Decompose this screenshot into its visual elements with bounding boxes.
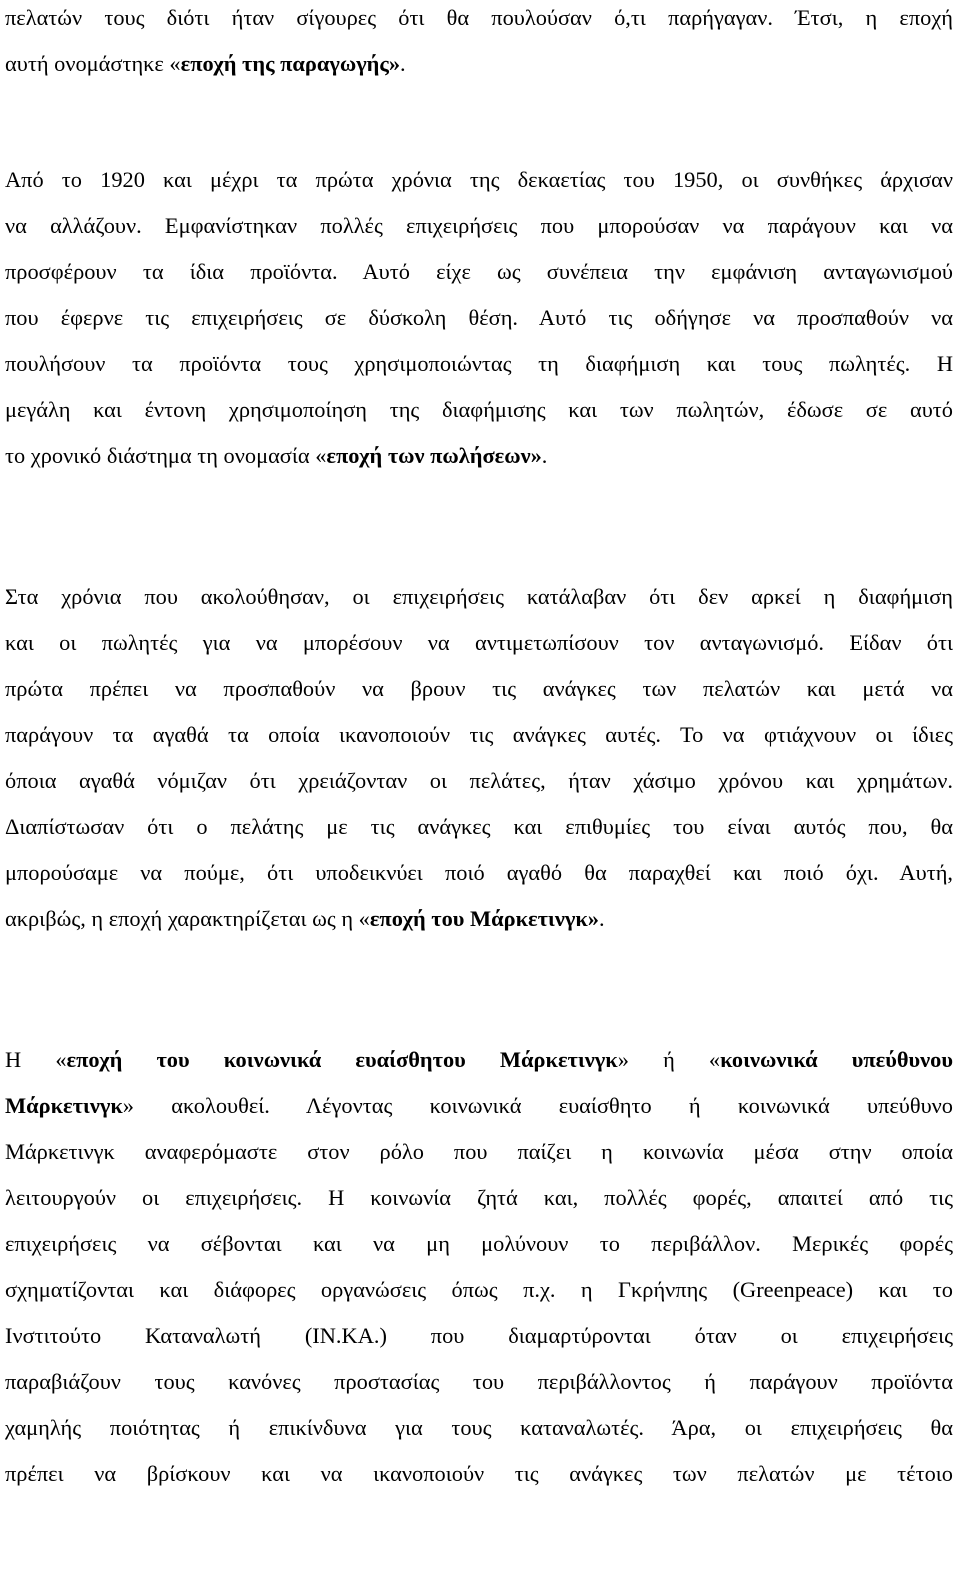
text-line: Μάρκετινγκ» ακολουθεί. Λέγοντας κοινωνικά ευαίσθητο ή κοινωνικά υπεύθυνο	[5, 1093, 953, 1118]
text-line: Διαπίστωσαν ότι ο πελάτης με τις ανάγκες και επιθυμίες του είναι αυτός που, θα	[5, 814, 953, 839]
text-line: ακριβώς, η εποχή χαρακτηρίζεται ως η «εποχή του Μάρκετινγκ».	[5, 906, 605, 931]
bold-term: κοινωνικά υπεύθυνου	[720, 1047, 954, 1072]
text-line: που έφερνε τις επιχειρήσεις σε δύσκολη θέση. Αυτό τις οδήγησε να προσπαθούν να	[5, 305, 953, 330]
text-line: Η «εποχή του κοινωνικά ευαίσθητου Μάρκετινγκ» ή «κοινωνικά υπεύθυνου	[5, 1047, 954, 1072]
text-line: το χρονικό διάστημα τη ονομασία «εποχή των πωλήσεων».	[5, 443, 548, 468]
text-line: χαμηλής ποιότητας ή επικίνδυνα για τους καταναλωτές. Άρα, οι επιχειρήσεις θα	[5, 1415, 953, 1440]
text-line: πελατών τους διότι ήταν σίγουρες ότι θα πουλούσαν ό,τι παρήγαγαν. Έτσι, η εποχή	[5, 5, 953, 30]
bold-term: εποχή του κοινωνικά ευαίσθητου Μάρκετινγκ	[66, 1047, 618, 1072]
bold-term: εποχή της παραγωγής»	[180, 51, 401, 76]
text-line: μπορούσαμε να πούμε, ότι υποδεικνύει ποιό αγαθό θα παραχθεί και ποιό όχι. Αυτή,	[5, 860, 953, 885]
text-line: Ινστιτούτο Καταναλωτή (ΙΝ.ΚΑ.) που διαμαρτύρονται όταν οι επιχειρήσεις	[5, 1323, 953, 1348]
bold-term: Μάρκετινγκ	[5, 1093, 123, 1118]
text-line: παραβιάζουν τους κανόνες προστασίας του περιβάλλοντος ή παράγουν προϊόντα	[5, 1369, 953, 1394]
text-line: αυτή ονομάστηκε «εποχή της παραγωγής».	[5, 51, 406, 76]
text-line: προσφέρουν τα ίδια προϊόντα. Αυτό είχε ως συνέπεια την εμφάνιση ανταγωνισμού	[5, 259, 953, 284]
text-line: Από το 1920 και μέχρι τα πρώτα χρόνια της δεκαετίας του 1950, οι συνθήκες άρχισαν	[5, 167, 953, 192]
text-line: σχηματίζονται και διάφορες οργανώσεις όπως π.χ. η Γκρήνπης (Greenpeace) και το	[5, 1277, 953, 1302]
text-line: και οι πωλητές για να μπορέσουν να αντιμετωπίσουν τον ανταγωνισμό. Είδαν ότι	[5, 630, 953, 655]
text-line: Στα χρόνια που ακολούθησαν, οι επιχειρήσεις κατάλαβαν ότι δεν αρκεί η διαφήμιση	[5, 584, 953, 609]
text-line: μεγάλη και έντονη χρησιμοποίηση της διαφήμισης και των πωλητών, έδωσε σε αυτό	[5, 397, 953, 422]
text-line: λειτουργούν οι επιχειρήσεις. Η κοινωνία ζητά και, πολλές φορές, απαιτεί από τις	[5, 1185, 953, 1210]
text-line: πρώτα πρέπει να προσπαθούν να βρουν τις ανάγκες των πελατών και μετά να	[5, 676, 953, 701]
text-line: επιχειρήσεις να σέβονται και να μη μολύνουν το περιβάλλον. Μερικές φορές	[5, 1231, 953, 1256]
text-line: πουλήσουν τα προϊόντα τους χρησιμοποιώντας τη διαφήμιση και τους πωλητές. Η	[5, 351, 953, 376]
text-line: Μάρκετινγκ αναφερόμαστε στον ρόλο που παίζει η κοινωνία μέσα στην οποία	[5, 1139, 953, 1164]
bold-term: εποχή του Μάρκετινγκ»	[369, 906, 599, 931]
text-line: πρέπει να βρίσκουν και να ικανοποιούν τις ανάγκες των πελατών με τέτοιο	[5, 1461, 953, 1486]
bold-term: εποχή των πωλήσεων»	[326, 443, 542, 468]
text-line: όποια αγαθά νόμιζαν ότι χρειάζονταν οι πελάτες, ήταν χάσιμο χρόνου και χρημάτων.	[5, 768, 953, 793]
text-line: να αλλάζουν. Εμφανίστηκαν πολλές επιχειρήσεις που μπορούσαν να παράγουν και να	[5, 213, 953, 238]
text-line: παράγουν τα αγαθά τα οποία ικανοποιούν τις ανάγκες αυτές. Το να φτιάχνουν οι ίδιες	[5, 722, 953, 747]
